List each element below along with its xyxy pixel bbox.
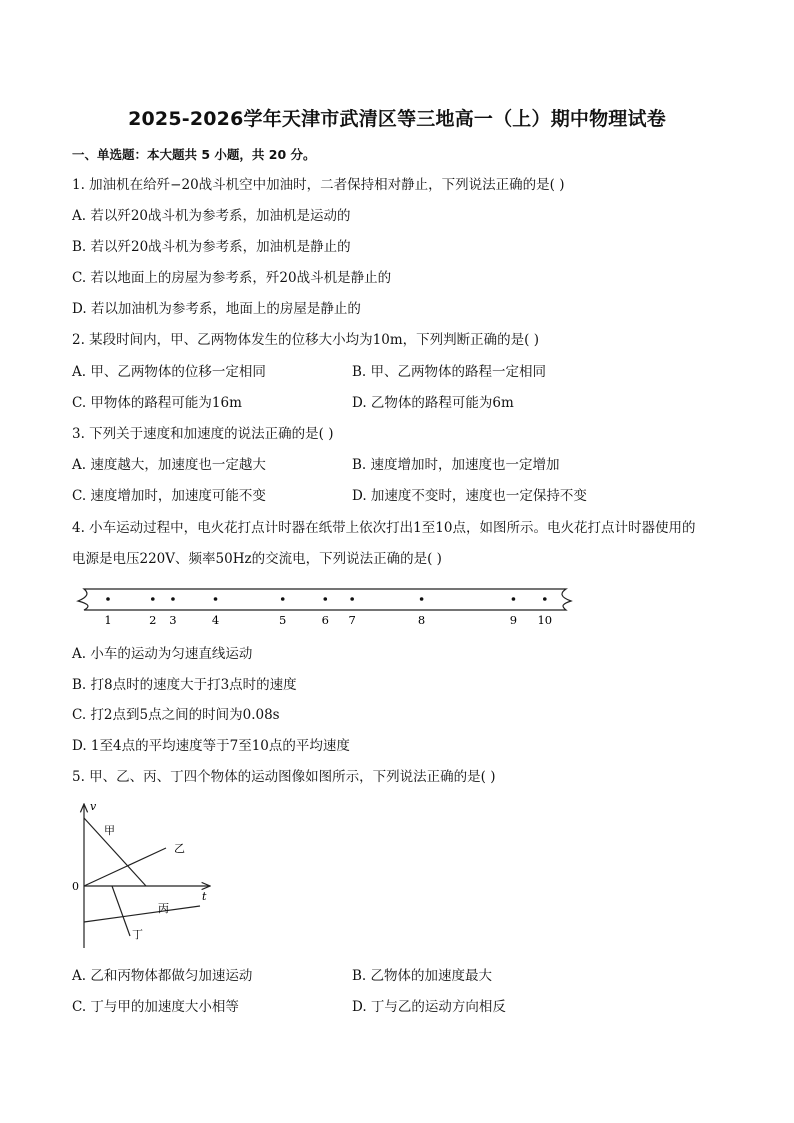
question-4-stem-line2: 电源是电压220V、频率50Hz的交流电，下列说法正确的是( ) [72,551,442,567]
tape-label-8: 8 [417,613,426,627]
question-1-option-a: A. 若以歼20战斗机为参考系，加油机是运动的 [72,208,351,224]
question-1-option-d: D. 若以加油机为参考系，地面上的房屋是静止的 [72,301,361,317]
question-5-option-b: B. 乙物体的加速度最大 [352,968,493,984]
tape-dot-2 [151,597,155,601]
question-4-stem-line1: 4. 小车运动过程中，电火花打点计时器在纸带上依次打出1至10点，如图所示。电火花打点计时器使用的 [72,520,696,536]
question-4-option-a: A. 小车的运动为匀速直线运动 [72,646,253,662]
question-1-option-b: B. 若以歼20战斗机为参考系，加油机是静止的 [72,239,351,255]
question-2-option-c: C. 甲物体的路程可能为16m [72,395,242,411]
tape-label-6: 6 [321,613,329,627]
question-2-stem: 2. 某段时间内，甲、乙两物体发生的位移大小均为10m，下列判断正确的是( ) [72,332,539,348]
ticker-tape-dots [106,597,546,601]
line-yi-label: 乙 [174,842,185,855]
line-jia-label: 甲 [104,824,115,837]
tape-label-2: 2 [149,613,157,627]
question-3-option-d: D. 加速度不变时，速度也一定保持不变 [352,488,587,504]
tape-label-9: 9 [509,613,518,627]
ticker-tape-labels [104,613,552,627]
question-2-option-a: A. 甲、乙两物体的位移一定相同 [72,364,266,380]
line-ding-label: 丁 [132,928,143,941]
question-3-stem: 3. 下列关于速度和加速度的说法正确的是( ) [72,426,334,442]
tape-dot-6 [323,597,327,601]
question-1-stem: 1. 加油机在给歼−20战斗机空中加油时，二者保持相对静止，下列说法正确的是( ) [72,177,565,193]
question-3-option-b: B. 速度增加时，加速度也一定增加 [352,457,560,473]
origin-label: 0 [72,880,79,893]
line-bing-label: 丙 [158,902,169,915]
tape-dot-10 [543,597,547,601]
question-5-option-d: D. 丁与乙的运动方向相反 [352,999,506,1015]
tape-label-5: 5 [279,613,287,627]
question-2-option-b: B. 甲、乙两物体的路程一定相同 [352,364,547,380]
section-heading: 一、单选题：本大题共 5 小题，共 20 分。 [72,147,316,162]
question-2-option-d: D. 乙物体的路程可能为6m [352,395,514,411]
tape-dot-4 [214,597,218,601]
line-yi [84,848,166,886]
tape-dot-1 [106,597,110,601]
tape-label-4: 4 [211,613,220,627]
tape-label-10: 10 [537,613,553,627]
tape-dot-9 [512,597,516,601]
tape-dot-5 [281,597,285,601]
tape-dot-8 [420,597,424,601]
question-5-stem: 5. 甲、乙、丙、丁四个物体的运动图像如图所示，下列说法正确的是( ) [72,769,496,785]
tape-dot-3 [171,597,175,601]
question-4-option-c: C. 打2点到5点之间的时间为0.08s [72,707,280,723]
question-3-option-a: A. 速度越大，加速度也一定越大 [72,457,266,473]
line-bing [84,906,200,922]
page-title: 2025-2026学年天津市武清区等三地高一（上）期中物理试卷 [128,108,666,130]
tape-label-1: 1 [104,613,112,627]
v-axis-label: v [90,800,97,813]
question-3-option-c: C. 速度增加时，加速度可能不变 [72,488,266,504]
tape-label-7: 7 [348,613,356,627]
question-5-option-a: A. 乙和丙物体都做匀加速运动 [72,968,253,984]
ticker-tape-figure [74,582,574,630]
question-5-option-c: C. 丁与甲的加速度大小相等 [72,999,239,1015]
question-4-option-d: D. 1至4点的平均速度等于7至10点的平均速度 [72,738,350,754]
tape-label-3: 3 [169,613,177,627]
line-jia [84,818,146,886]
line-ding [112,886,130,936]
velocity-time-graph [64,796,224,956]
question-1-option-c: C. 若以地面上的房屋为参考系，歼20战斗机是静止的 [72,270,392,286]
t-axis-label: t [202,890,207,903]
tape-dot-7 [350,597,354,601]
question-4-option-b: B. 打8点时的速度大于打3点时的速度 [72,677,297,693]
